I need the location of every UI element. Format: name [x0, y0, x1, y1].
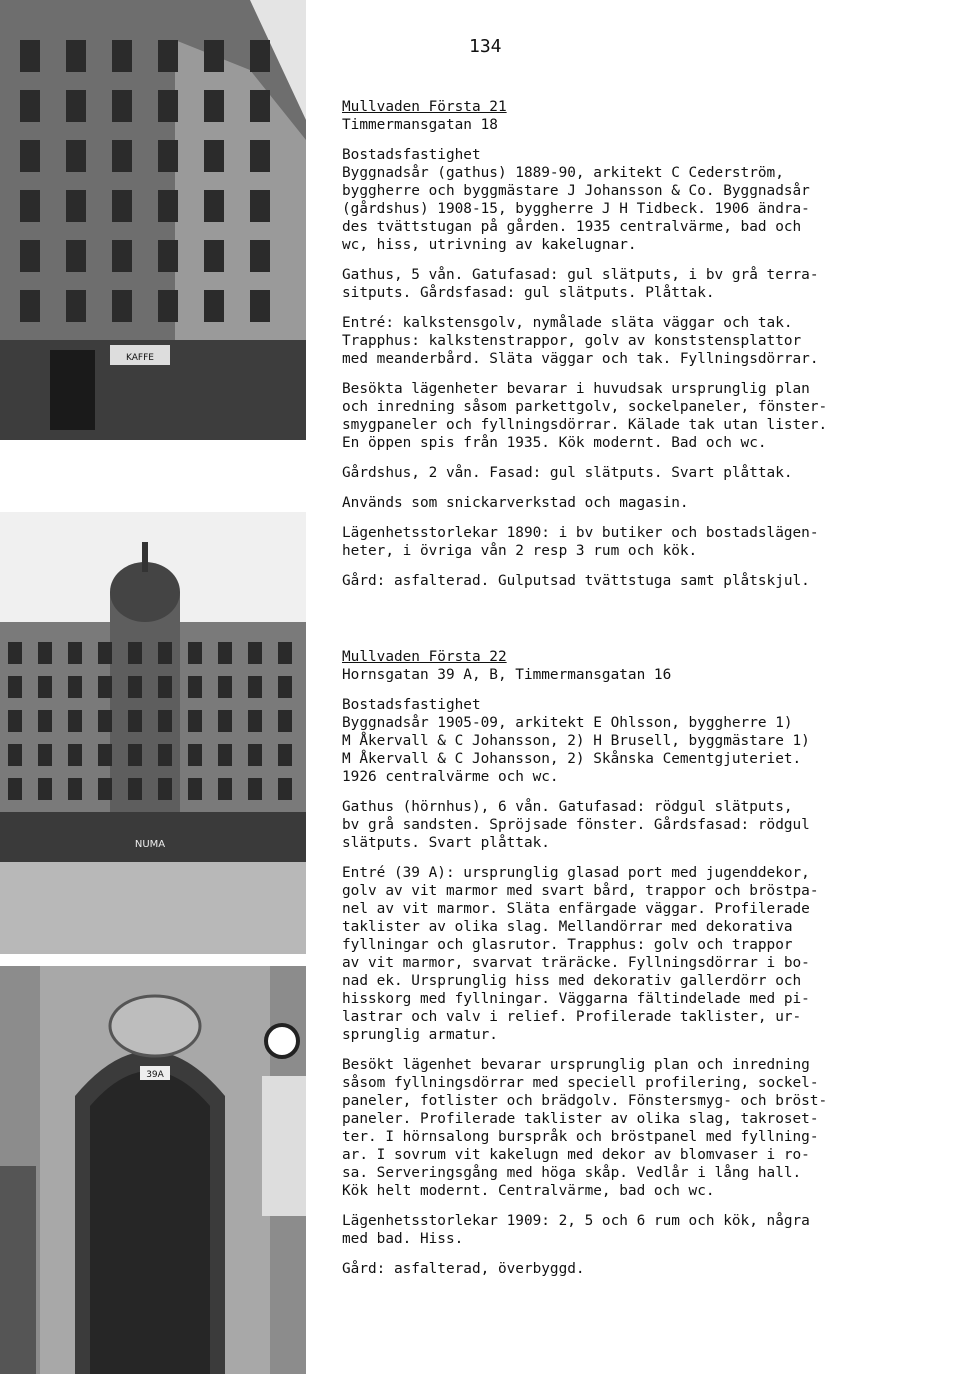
- entry-paragraph: Gård: asfalterad. Gulputsad tvättstuga samt plåtskjul.: [342, 573, 810, 589]
- window: [38, 744, 52, 766]
- window: [248, 710, 262, 732]
- window: [8, 710, 22, 732]
- window: [98, 676, 112, 698]
- window: [20, 190, 40, 222]
- window: [188, 676, 202, 698]
- window: [250, 190, 270, 222]
- window: [38, 778, 52, 800]
- window: [20, 140, 40, 172]
- window: [278, 778, 292, 800]
- entry-paragraph: Entré (39 A): ursprunglig glasad port med jugenddekor, golv av vit marmor med svart bård, trappor och bröstpa- nel av vit marmor. Släta enfärgade väggar. Profilerade taklister av olika slag. Mellandörrar med dekorativa fyllningar och glasrutor. Trapphus: golv och trappor av vit marmor, svarvat träräcke. Fyllningsdörrar i bo- nad ek. Ursprunglig hiss med dekorativ gallerdörr och hisskorg med fyllningar. Väggarna fältindelade med pi- lastrar och valv i relief. Profilerade taklister, ur- sprunglig armatur.: [342, 865, 819, 1043]
- house-number-sign: 39A: [146, 1070, 164, 1080]
- photo-corner-building: [0, 512, 306, 954]
- window: [158, 240, 178, 272]
- window: [8, 642, 22, 664]
- window: [158, 710, 172, 732]
- entry-paragraph: Besökt lägenhet bevarar ursprunglig plan och inredning såsom fyllningsdörrar med speciell profilering, sockel- paneler, fotlister och brädgolv. Fönstersmyg- och bröst- paneler. Profilerade taklister av olika slag, takroset- ter. I hörnsalong burspråk och bröstpanel med fyllning- ar. I sovrum vit kakelugn med dekor av blomvaser i ro- sa. Serveringsgång med höga skåp. Vedlår i lång hall. Kök helt modernt. Centralvärme, bad och wc.: [342, 1057, 828, 1199]
- window: [66, 40, 86, 72]
- window: [128, 676, 142, 698]
- window: [68, 710, 82, 732]
- window: [112, 140, 132, 172]
- window: [158, 642, 172, 664]
- window: [158, 190, 178, 222]
- window: [188, 744, 202, 766]
- window: [278, 710, 292, 732]
- window: [250, 290, 270, 322]
- window: [112, 240, 132, 272]
- window: [8, 744, 22, 766]
- window: [218, 710, 232, 732]
- window: [158, 40, 178, 72]
- window: [278, 676, 292, 698]
- window: [128, 744, 142, 766]
- entry-paragraph: Används som snickarverkstad och magasin.: [342, 495, 689, 511]
- window: [20, 240, 40, 272]
- window: [188, 642, 202, 664]
- window: [204, 240, 224, 272]
- window: [204, 90, 224, 122]
- shop-sign: NUMA: [134, 839, 166, 850]
- window: [112, 40, 132, 72]
- window: [112, 190, 132, 222]
- window: [66, 190, 86, 222]
- entry-paragraph: Gårdshus, 2 vån. Fasad: gul slätputs. Svart plåttak.: [342, 465, 793, 481]
- window: [128, 710, 142, 732]
- window: [204, 290, 224, 322]
- window: [112, 290, 132, 322]
- window: [278, 744, 292, 766]
- window: [218, 676, 232, 698]
- entry-paragraph: Besökta lägenheter bevarar i huvudsak ursprunglig plan och inredning såsom parkettgolv, sockelpaneler, fönster- smygpaneler och fyllningsdörrar. Kälade tak utan lister. En öppen spis från 1935. Kök modernt. Bad och wc.: [342, 381, 828, 451]
- entry-paragraph: Lägenhetsstorlekar 1890: i bv butiker och bostadslägen- heter, i övriga vån 2 resp 3 rum och kök.: [342, 525, 819, 559]
- window: [112, 90, 132, 122]
- window: [158, 90, 178, 122]
- window: [218, 744, 232, 766]
- window: [218, 642, 232, 664]
- window: [218, 778, 232, 800]
- window: [66, 240, 86, 272]
- entry-title: Mullvaden Första 21: [342, 99, 507, 115]
- page-number: 134: [469, 36, 502, 57]
- window: [20, 90, 40, 122]
- entry-paragraph: Lägenhetsstorlekar 1909: 2, 5 och 6 rum och kök, några med bad. Hiss.: [342, 1213, 810, 1247]
- window: [250, 90, 270, 122]
- window: [250, 40, 270, 72]
- window: [128, 642, 142, 664]
- window: [188, 710, 202, 732]
- window: [204, 140, 224, 172]
- window: [250, 140, 270, 172]
- photo-entrance-portal: [0, 966, 306, 1374]
- window: [8, 778, 22, 800]
- window: [68, 778, 82, 800]
- window: [158, 290, 178, 322]
- window: [188, 778, 202, 800]
- window: [20, 290, 40, 322]
- window: [158, 140, 178, 172]
- window: [66, 140, 86, 172]
- shop-sign: KAFFE: [126, 353, 154, 363]
- entry-paragraph: Bostadsfastighet Byggnadsår 1905-09, arkitekt E Ohlsson, byggherre 1) M Åkervall & C Johansson, 2) H Brusell, byggmästare 1) M Åkervall & C Johansson, 2) Skånska Cementgjuteriet. 1926 centralvärme och wc.: [342, 697, 810, 785]
- window: [204, 40, 224, 72]
- entry-address: Timmermansgatan 18: [342, 117, 498, 133]
- window: [38, 642, 52, 664]
- window: [20, 40, 40, 72]
- window: [250, 240, 270, 272]
- window: [68, 744, 82, 766]
- entry-mullvaden-21: [342, 98, 938, 602]
- window: [248, 744, 262, 766]
- window: [158, 778, 172, 800]
- entry-paragraph: Entré: kalkstensgolv, nymålade släta väggar och tak. Trapphus: kalkstenstrappor, golv av konststensplattor med meanderbård. Släta väggar och tak. Fyllningsdörrar.: [342, 315, 819, 367]
- window: [204, 190, 224, 222]
- window: [98, 642, 112, 664]
- window: [98, 710, 112, 732]
- window: [128, 778, 142, 800]
- window: [98, 778, 112, 800]
- window: [248, 642, 262, 664]
- window: [98, 744, 112, 766]
- window: [68, 642, 82, 664]
- photo-facade: [0, 0, 306, 440]
- entry-paragraph: Gård: asfalterad, överbyggd.: [342, 1261, 585, 1277]
- window: [158, 676, 172, 698]
- window: [278, 642, 292, 664]
- window: [66, 90, 86, 122]
- window: [38, 710, 52, 732]
- entry-paragraph: Bostadsfastighet Byggnadsår (gathus) 1889-90, arkitekt C Cederström, byggherre och byggmästare J Johansson & Co. Byggnadsår (gårdshus) 1908-15, byggherre J H Tidbeck. 1906 ändra- des tvättstugan på gården. 1935 centralvärme, bad och wc, hiss, utrivning av kakelugnar.: [342, 147, 810, 253]
- entry-title: Mullvaden Första 22: [342, 649, 507, 665]
- entry-paragraph: Gathus (hörnhus), 6 vån. Gatufasad: rödgul slätputs, bv grå sandsten. Spröjsade fönster. Gårdsfasad: rödgul slätputs. Svart plåttak.: [342, 799, 810, 851]
- window: [158, 744, 172, 766]
- window: [68, 676, 82, 698]
- entry-paragraph: Gathus, 5 vån. Gatufasad: gul slätputs, i bv grå terra- sitputs. Gårdsfasad: gul slätputs. Plåttak.: [342, 267, 819, 301]
- window: [248, 676, 262, 698]
- window: [38, 676, 52, 698]
- window: [66, 290, 86, 322]
- entry-address: Hornsgatan 39 A, B, Timmermansgatan 16: [342, 667, 672, 683]
- window: [248, 778, 262, 800]
- window: [8, 676, 22, 698]
- entry-mullvaden-22: [342, 648, 938, 1290]
